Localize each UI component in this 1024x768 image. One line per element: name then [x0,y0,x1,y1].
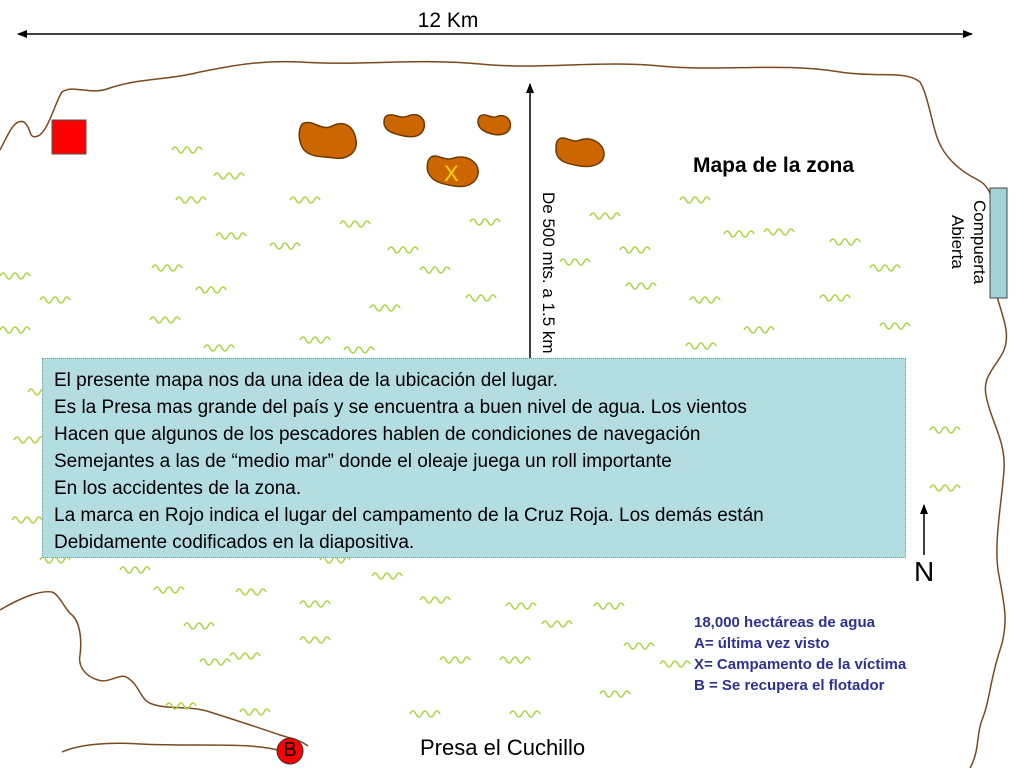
scale-label: 12 Km [417,9,479,32]
distance-label: De 500 mts. a 1.5 km [539,192,558,354]
grass-tuft [344,347,374,353]
grass-tuft [14,437,44,443]
grass-tuft [150,317,180,323]
grass-tuft [440,657,470,663]
grass-tuft [40,297,70,303]
info-line: En los accidentes de la zona. [54,478,302,499]
legend [694,612,906,696]
info-line: Debidamente codificados en la diapositiva. [54,532,415,553]
gate-label-line: Abierta [948,215,967,269]
grass-tuft [820,295,850,301]
info-line: La marca en Rojo indica el lugar del campamento de la Cruz Roja. Los demás están [54,505,764,526]
grass-tuft [196,287,226,293]
grass-tuft [764,229,794,235]
grass-tuft [466,295,496,301]
grass-tuft [506,603,536,609]
grass-tuft [154,587,184,593]
grass-tuft [152,265,182,271]
map-title: Mapa de la zona [693,154,855,177]
grass-tuft [744,327,774,333]
grass-tuft [216,233,246,239]
grass-tuft [214,173,244,179]
legend-line: A= última vez visto [694,635,830,652]
grass-tuft [660,661,690,667]
grass-tuft [410,711,440,717]
grass-tuft [120,567,150,573]
grass-tuft [420,597,450,603]
grass-tuft [880,323,910,329]
grass-tuft [724,231,754,237]
grass-tuft [594,603,624,609]
grass-tuft [340,221,370,227]
grass-tuft [300,637,330,643]
grass-tuft [0,273,30,279]
red-cross-camp-marker [52,120,86,154]
island-1 [299,122,356,158]
grass-tuft [470,219,500,225]
grass-tuft [930,427,960,433]
grass-tuft [0,327,30,333]
grass-tuft [388,247,418,253]
grass-tuft [370,305,400,311]
b-marker-label: B [283,739,297,761]
grass-tuft [204,345,234,351]
grass-tuft [300,337,330,343]
grass-tuft [560,259,590,265]
island-4 [556,138,604,166]
grass-tuft [290,197,320,203]
legend-line: B = Se recupera el flotador [694,677,885,694]
info-line: El presente mapa nos da una idea de la ubicación del lugar. [54,370,558,391]
grass-tuft [626,283,656,289]
grass-tuft [300,601,330,607]
grass-tuft [500,657,530,663]
dam-label: Presa el Cuchillo [420,735,586,760]
shoreline-left [0,592,308,746]
grass-tuft [624,643,654,649]
info-line: Hacen que algunos de los pescadores hablen de condiciones de navegación [54,424,701,445]
grass-tuft [230,653,260,659]
grass-tuft [200,659,230,665]
grass-tuft [690,297,720,303]
grass-tuft [176,197,206,203]
grass-tuft [270,243,300,249]
info-line: Es la Presa mas grande del país y se encuentra a buen nivel de agua. Los vientos [54,397,747,418]
grass-tuft [930,485,960,491]
grass-tuft [830,239,860,245]
grass-tuft [686,343,716,349]
grass-tuft [542,621,572,627]
info-box [42,358,906,558]
grass-tuft [236,589,266,595]
grass-tuft [12,517,42,523]
grass-tuft [620,247,650,253]
gate-label [930,200,990,284]
island-2 [384,115,424,137]
grass-tuft [420,267,450,273]
x-marker-label: X [444,161,459,186]
grass-tuft [600,691,630,697]
grass-tuft [510,711,540,717]
legend-line: 18,000 hectáreas de agua [694,614,875,631]
info-line: Semejantes a las de “medio mar” donde el oleaje juega un roll importante [54,451,672,472]
grass-tuft [372,573,402,579]
grass-tuft [240,709,270,715]
legend-line: X= Campamento de la víctima [694,656,907,673]
island-3 [478,115,510,135]
grass-tuft [172,147,202,153]
gate-marker [990,188,1007,298]
gate-label-line: Compuerta [970,200,989,285]
grass-tuft [680,197,710,203]
grass-tuft [590,213,620,219]
grass-tuft [870,265,900,271]
north-label: N [914,556,935,587]
grass-tuft [184,623,214,629]
dam-wall [62,743,278,752]
